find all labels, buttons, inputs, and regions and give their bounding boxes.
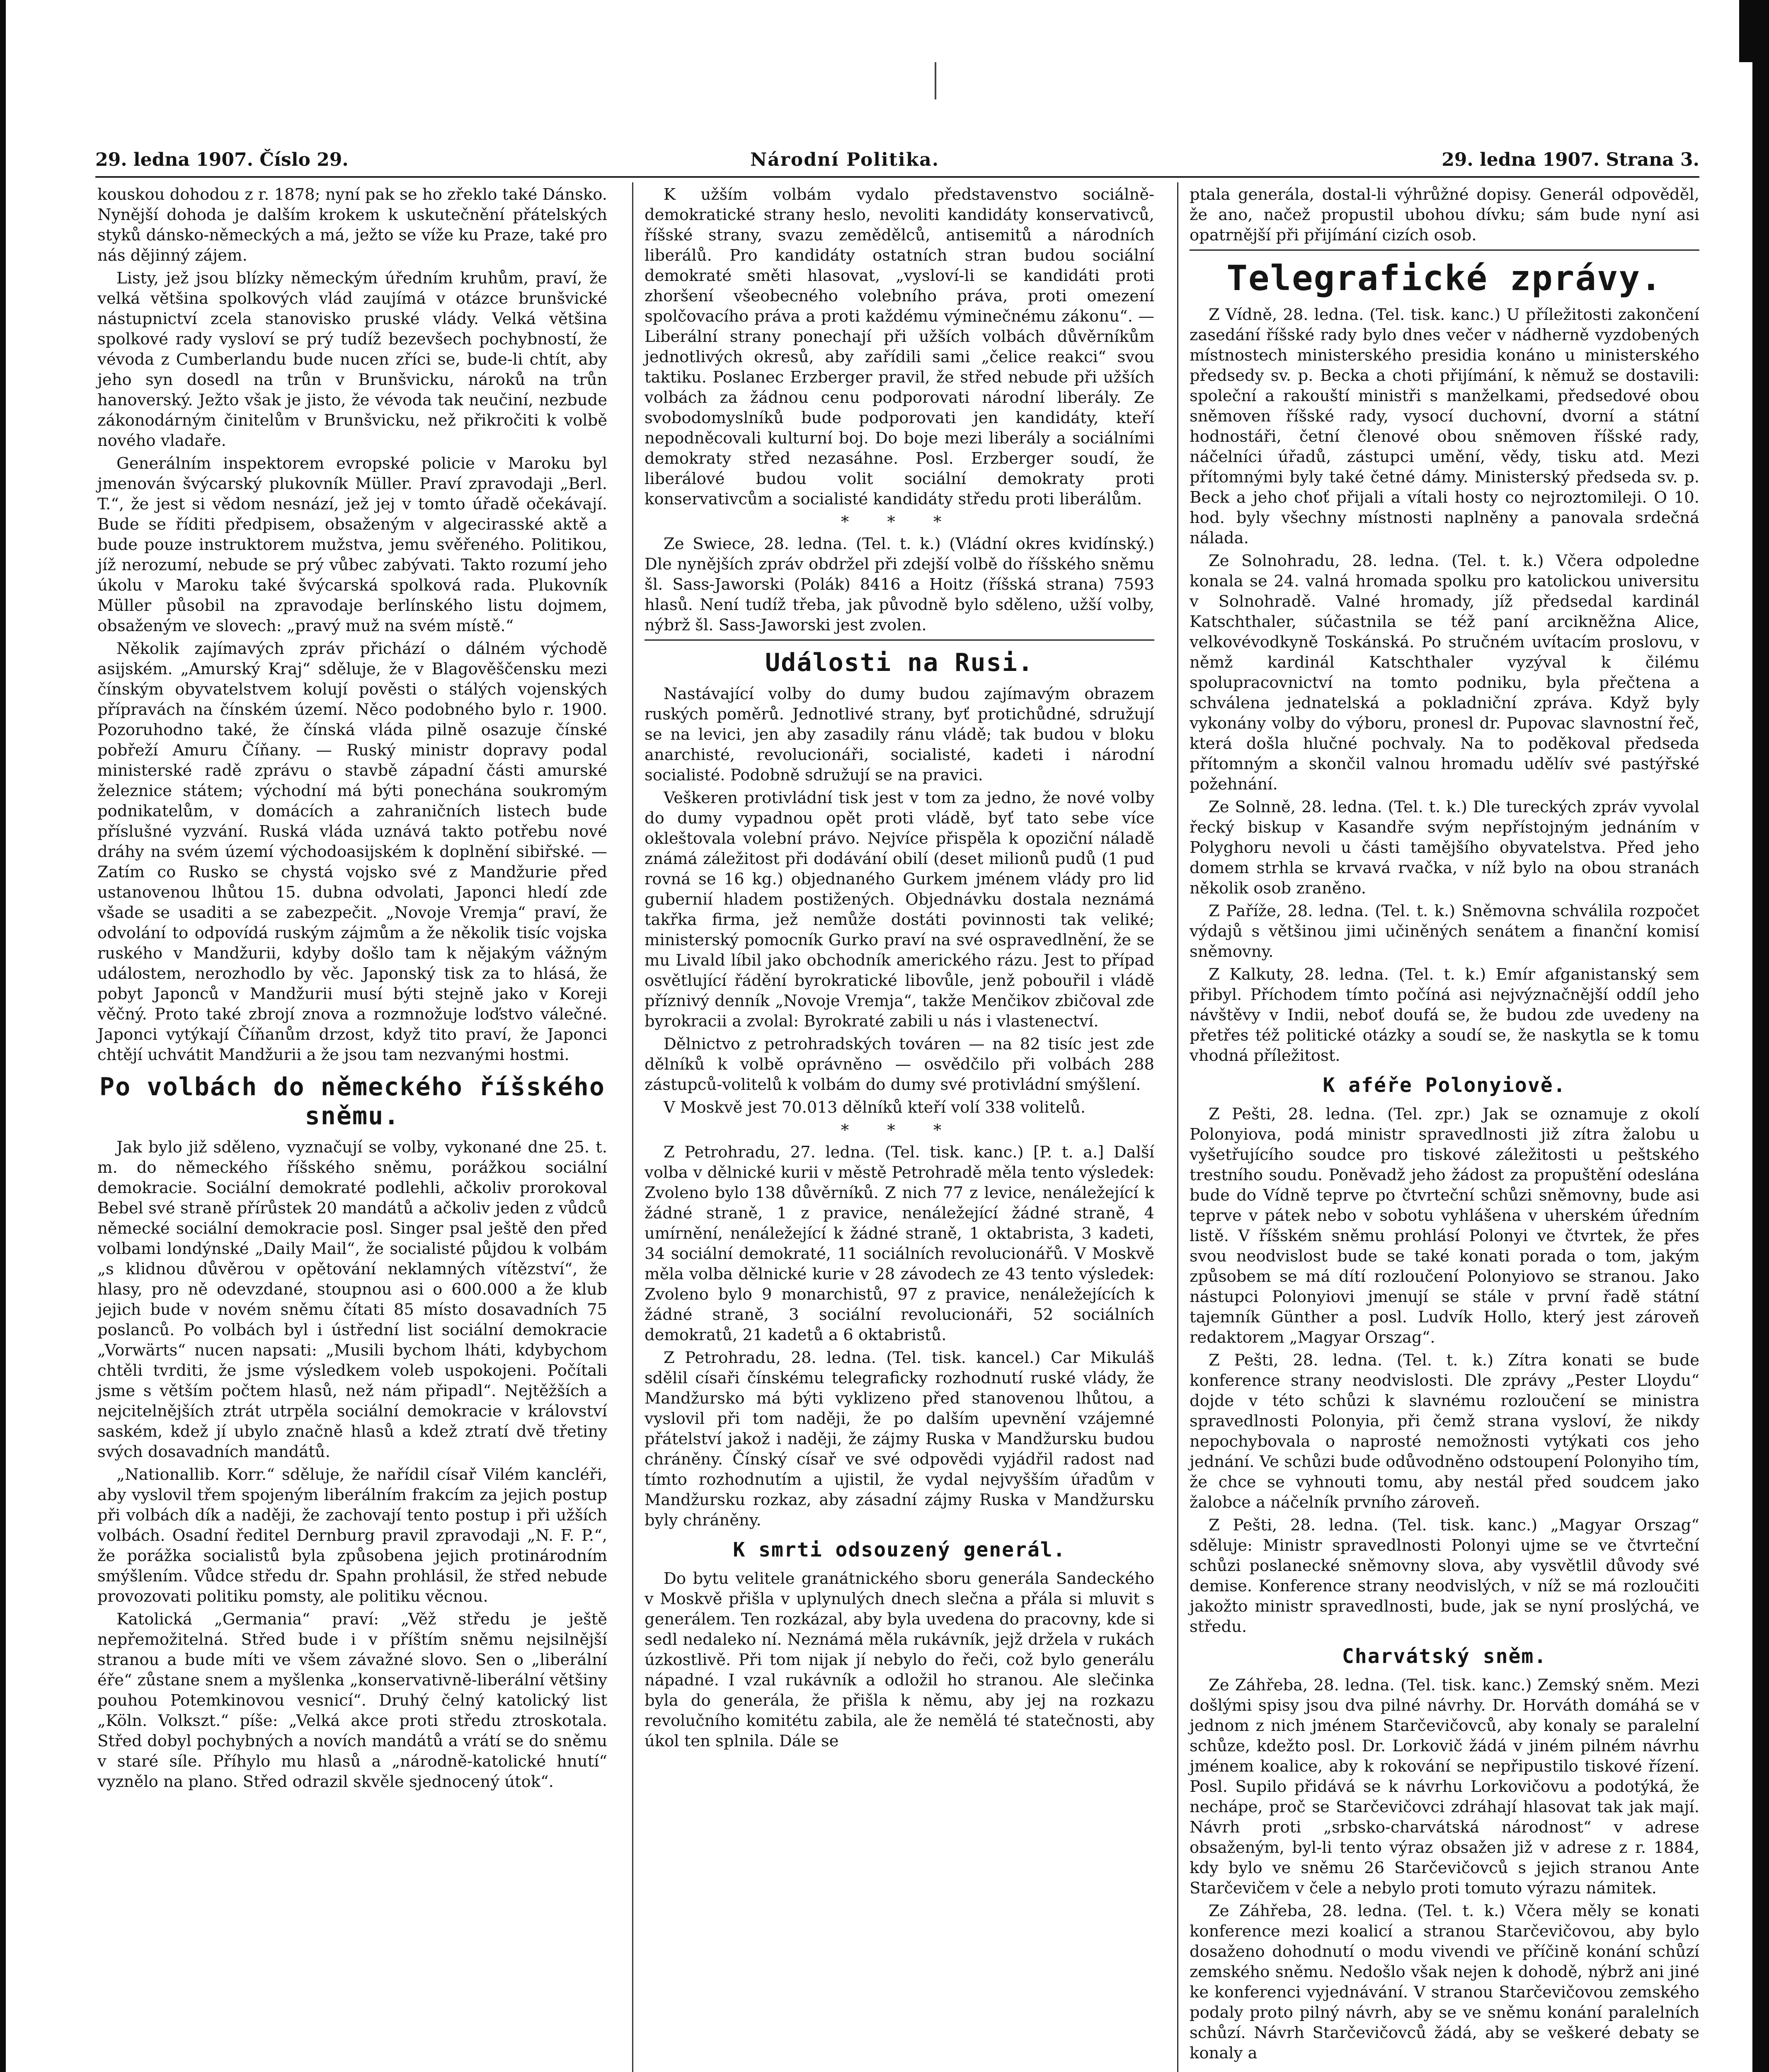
article-text: Z Petrohradu, 28. ledna. (Tel. tisk. kancel.) Car Mikuláš sdělil císaři čínskému telegraficky rozhodnutí ruské vlády, že Mandžursko má býti vyklizeno před stanovenou lhůtou, a vyslovil při tom naději, že po dalším upevnění vzájemné přátelství jakož i naději, že zájmy Ruska v Mandžursku budou chráněny. Čínský císař ve své odpovědi vyjádřil radost nad tímto rozhodnutím a ujistil, že vydal nejvyšším úřadům v Mandžursku rozkaz, aby zásadní zájmy Ruska v Mandžursku byly chráněny. [645, 1348, 1154, 1530]
section-stars: * * * [841, 513, 958, 531]
column-1 [97, 184, 607, 1794]
headline-croatian-diet: Charvátský sněm. [1342, 1645, 1547, 1668]
headline-polonyi-affair: K aféře Polonyiově. [1323, 1074, 1566, 1097]
headline-general: K smrti odsouzený generál. [733, 1538, 1066, 1561]
headline-telegraphic-news: Telegrafické zprávy. [1226, 258, 1662, 298]
masthead-date-right: 29. ledna 1907. Strana 3. [1442, 149, 1699, 170]
column-3 [1190, 184, 1699, 2066]
section-stars: * * * [841, 1121, 958, 1140]
article-text: Veškeren protivládní tisk jest v tom za jedno, že nové volby do dumy vypadnou opět proti vládě, byť tato sebe více okleštovala volební právo. Nejvíce přispěla k opoziční náladě známá záležitost při dodávání obilí (deset milionů pudů (1 pud rovná se 16 kg.) objednaného Gurkem jménem vlády pro lid gubernií hladem postižených. Objednávku dostala neznámá takřka firma, jež nemůže dostáti povinnosti tak veliké; ministerský pomocník Gurko praví na své ospravedlnění, že se mu Livald líbil jako obchodník amerického rázu. Jest to případ osvětlující řádění byrokratické libovůle, jenž pobouřil i vládě příznivý denník „Novoje Vremja“, takže Menčikov zbičoval zde byrokracii a zvolal: Byrokraté zabili u nás i vlastenectví. [645, 789, 1154, 1031]
article-text: Ze Záhřeba, 28. ledna. (Tel. tisk. kanc.) Zemský sněm. Mezi došlými spisy jsou dva pilné návrhy. Dr. Horváth domáhá se v jednom z nich jménem Starčevičovců, aby konaly se paralelní schůze, kdežto posl. Dr. Lorkovič žádá v jiném pilném návrhu jménem koalice, aby k rokování se nepřipustilo tiskové řízení. Posl. Supilo přidává se k návrhu Lorkovičovu a podotýká, že nechápe, proč se Starčevičovci zdráhají hlasovat tak jak mají. Návrh proti „srbsko-charvátská národnost“ v adrese obsaženým, byl-li tento výraz obsažen již v adrese z r. 1884, kdy bylo ve sněmu 26 Starčevičovců s jejich stranou Ante Starčevičem v čele a nebylo proti tomuto výrazu námitek. [1190, 1676, 1699, 1898]
scan-corner [1739, 0, 1769, 62]
headline-russia: Události na Rusi. [765, 648, 1034, 677]
article-text: Z Kalkuty, 28. ledna. (Tel. t. k.) Emír afganistanský sem přibyl. Příchodem tímto počíná asi nejvýznačnější oddíl jeho návštěvy v Indii, neboť doufá se, že budou zde uvedeny na přetřes též politické otázky a soudí se, že naskytla se k tomu vhodná příležitost. [1190, 965, 1699, 1065]
section-divider [645, 639, 1154, 641]
article-text: Z Pešti, 28. ledna. (Tel. tisk. kanc.) „Magyar Orszag“ sděluje: Ministr spravedlnosti Polonyi ujme se ve čtvrteční schůzi poslanecké sněmovny slova, aby vysvětlil důvody své demise. Konference strany neodvislých, v níž se má rozloučiti jakožto ministr spravedlnosti, bude, jak se nyní proslýchá, ve středu. [1190, 1516, 1699, 1636]
masthead [95, 149, 1699, 178]
article-text: Z Pešti, 28. ledna. (Tel. zpr.) Jak se oznamuje z okolí Polonyiova, podá ministr spravedlnosti již zítra žalobu u vyšetřujícího soudce pro tiskové záležitosti u peštského trestního soudu. Poněvadž jeho žádost za propuštění odeslána bude do Vídně teprve po čtvrteční schůzi sněmovny, bude asi teprve v pátek nebo v sobotu vyhlášena v uherském úředním listě. V říšském sněmu prohlásí Polonyi ve čtvrtek, že přes svou neodvislost bude se také konati porada o tom, jakým způsobem se má dítí rozloučení Polonyiovo se stranou. Jako nástupci Polonyiovi jmenují se stále v první řadě státní tajemník Günther a posl. Ludvík Hollo, který jest zároveň redaktorem „Magyar Orszag“. [1190, 1105, 1699, 1347]
article-text: kouskou dohodou z r. 1878; nyní pak se ho zřeklo také Dánsko. Nynější dohoda je dalším krokem k uskutečnění přátelských styků dánsko-německých a má, ježto se víže ku Praze, také pro nás dějinný zájem. [97, 185, 607, 265]
article-text: Z Vídně, 28. ledna. (Tel. tisk. kanc.) U příležitosti zakončení zasedání říšské rady bylo dnes večer v nádherně vyzdobených místnostech ministerského presidia konáno u ministerského předsedy sv. p. Becka a choti přijímání, k němuž se dostavili: společní a rakouští ministři s manželkami, předsedové obou sněmoven říšské rady, vysocí duchovní, dvorní a státní hodnostáři, četní členové obou sněmoven říšské rady, náčelníci úřadů, zástupci umění, vědy, tisku atd. Mezi přítomnými byly také četné dámy. Ministerský předseda sv. p. Beck a jeho choť přijali a vítali hosty co nejroztomileji. O 10. hod. byly všechny místnosti naplněny a panovala srdečná nálada. [1190, 305, 1699, 547]
article-text: „Nationallib. Korr.“ sděluje, že nařídil císař Vilém kancléři, aby vyslovil třem spojeným liberálním frakcím za jejich postup při volbách dík a naději, že zachovají tento postup i při užších volbách. Osadní ředitel Dernburg pravil zpravodaji „N. F. P.“, že porážka socialistů byla způsobena jejich protinárodním smýšlením. Vůdce středu dr. Spahn prohlásil, že střed nebude provozovati politiku pomsty, ale politiku věcnou. [97, 1465, 607, 1606]
article-text: Ze Solnohradu, 28. ledna. (Tel. t. k.) Včera odpoledne konala se 24. valná hromada spolku pro katolickou universitu v Solnohradě. Valné hromady, jíž předsedal kardinál Katschthaler, súčastnila se též paní arcikněžna Alice, velkovévodkyně Toskánská. Po stručném uvítacím proslovu, v němž kardinál Katschthaler vyzýval k čilému spolupracovnictví na tomto podniku, byla přečtena a schválena jednatelská a pokladniční zpráva. Když byly vykonány volby do výboru, pronesl dr. Pupovac slavnostní řeč, která došla hlučné pochvaly. Na to poděkoval předseda přítomným a skončil valnou hromadu udělív své pastýřské požehnání. [1190, 552, 1699, 794]
article-text: Ze Záhřeba, 28. ledna. (Tel. t. k.) Včera měly se konati konference mezi koalicí a stranou Starčevičovou, aby bylo dosaženo dohodnutí o modu vivendi ve příčině konání schůzí zemského sněmu. Nedošlo však nejen k dohodě, nýbrž ani jiné ke konferenci vyjednávání. V stranou Starčevičovou zemského podaly proto pilný návrh, aby se ve sněmu konání paralelních schůzí. Návrh Starčevičovců žádá, aby se veškeré debaty se konaly a [1190, 1902, 1699, 2062]
article-text: Katolická „Germania“ praví: „Věž středu je ještě nepřemožitelná. Střed bude i v příštím sněmu nejsilnější stranou a bude míti ve všem závažné slovo. Sen o „liberální éře“ zůstane snem a myšlenka „konservativně-liberální většiny pouhou Potemkinovou vesnicí“. Druhý čelný katolický list „Köln. Volkszt.“ píše: „Velká akce proti středu ztroskotala. Střed dobyl pochybných a novích mandátů a vrátí se do sněmu v staré síle. Příhylo mu hlasů a „národně-katolické hnutí“ vyznělo na plano. Střed odrazil skvěle sjednocený útok“. [97, 1610, 607, 1791]
fold-mark [935, 62, 936, 99]
article-text: Z Paříže, 28. ledna. (Tel. t. k.) Sněmovna schválila rozpočet výdajů s většinou jimi učiněných senátem a finanční komisí sněmovny. [1190, 902, 1699, 961]
article-text: Do bytu velitele granátnického sboru generála Sandeckého v Moskvě přišla v uplynulých dnech slečna a přála si mluvit s generálem. Ten rozkázal, aby byla uvedena do pracovny, kde si sedl nedaleko ní. Neznámá měla rukávník, jejž držela v rukách úzkostlivě. Při tom nijak jí nebylo do řeči, což bylo generálu nápadné. I vzal rukávník a odložil ho stranou. Ale slečinka byla do generála, že přišla k němu, aby jej na rozkazu revolučního komitétu zabila, ale že nemělá té statečnosti, aby úkol ten splnila. Dále se [645, 1569, 1154, 1750]
article-text: Jak bylo již sděleno, vyznačují se volby, vykonané dne 25. t. m. do německého říšského sněmu, porážkou sociální demokracie. Sociální demokraté podlehli, ačkoliv prorokoval Bebel své straně přírůstek 20 mandátů a ačkoliv jeden z vůdců německé sociální demokracie posl. Singer psal ještě den před volbami londýnské „Daily Mail“, že socialisté půjdou k volbám „s klidnou důvěrou v opětování neklamných vítězství“, že hlasy, pro ně odevzdané, stoupnou asi o 600.000 a že klub jejich bude v novém sněmu čítati 85 místo dosavadních 75 poslanců. Po volbách byl i ústřední list sociální demokracie „Vorwärts“ nucen napsati: „Musili bychom lháti, kdybychom chtěli tvrditi, že jsme výsledkem voleb uspokojeni. Počítali jsme s větším počtem hlasů, než nám připadl“. Nejtěžších a nejcitelnějších ztrát utrpěla sociální demokracie v království saském, kdež jí ubylo značně hlasů a kdež ztratí dvě třetiny svých dosavadních mandátů. [97, 1138, 607, 1461]
column-rule-2 [1177, 182, 1178, 2072]
scan-left-edge [0, 0, 6, 2072]
masthead-date-left: 29. ledna 1907. Číslo 29. [95, 149, 349, 170]
article-text: V Moskvě jest 70.013 dělníků kteří volí 338 volitelů. [664, 1098, 1086, 1117]
article-text: Nastávající volby do dumy budou zajímavým obrazem ruských poměrů. Jednotlivé strany, byť protichůdné, sdružují se na levici, jen aby zasadily ránu vládě; tak budou v bloku anarchisté, revolucionáři, socialisté, kadeti i národní socialisté. Podobně sdružují se na pravici. [645, 685, 1154, 784]
article-text: Z Pešti, 28. ledna. (Tel. t. k.) Zítra konati se bude konference strany neodvislosti. Dle zprávy „Pester Lloydu“ dojde v této schůzi k slavnému rozloučení se ministra spravedlnosti Polonyia, při čemž strana vysloví, že nikdy nepochybovala o naprosté nemožnosti vytýkati cos jeho jednání. Ve schůzi bude odůvodněno odstoupení Polonyiho tím, že chce se vyhnouti tomu, aby nestál před soudcem jako žalobce a náčelník prvního zároveň. [1190, 1351, 1699, 1512]
article-text: Generálním inspektorem evropské policie v Maroku byl jmenován švýcarský plukovník Müller. Praví zpravodaji „Berl. T.“, že jest si vědom nesnází, jež jej v tomto úřadě očekávají. Bude se říditi předpisem, obsaženým v algecirasské aktě a bude pouze instruktorem mužstva, jemu svěřeného. Politikou, jíž nerozumí, nebude se prý vůbec zabývati. Takto rozumí jeho úkolu v Maroku také švýcarská spolková rada. Plukovník Müller působil na zpravodaje berlínského listu dojmem, obsaženým ve slovech: „pravý muž na svém místě.“ [97, 454, 607, 635]
article-text: Ze Solnně, 28. ledna. (Tel. t. k.) Dle tureckých zpráv vyvolal řecký biskup v Kasandře svým nepřístojným jednáním v Polyghoru nevoli u části tamějšího obyvatelstva. Před jeho domem strhla se krvavá rvačka, v níž bylo na obou stranách několik osob zraněno. [1190, 798, 1699, 898]
article-text: Několik zajímavých zpráv přichází o dálném východě asijském. „Amurský Kraj“ sděluje, že v Blagověščensku mezi čínským obyvatelstvem kolují pověsti o stálých vojenských přípravách na čínském území. Něco podobného bylo r. 1900. Pozoruhodno také, že čínská vláda pilně osazuje čínské pobřeží Amuru Číňany. — Ruský ministr dopravy podal ministerské radě zprávu o stavbě západní části amurské železnice státem; východní má býti ponechána soukromým podnikatelům, v domácích a zahraničních listech bude příslušné vyzvání. Ruská vláda uznává takto potřebu nové dráhy na svém území východoasijském k doplnění sibiřské. — Zatím co Rusko se chystá vojsko své z Mandžurie před ustanovenou lhůtou 15. dubna odvolati, Japonci hledí zde všade se usaditi a se zabezpečit. „Novoje Vremja“ praví, že odvolání to odpovídá ruským zájmům a že několik tisíc vojska ruského v Mandžurii, kdyby došlo tam k nějakým vážným událostem, nerozhodlo by věc. Japonský tisk za to hlásá, že pobyt Japonců v Mandžurii musí býti stejně jako v Koreji věčný. Proto také zbrojí znova a rozmnožuje loďstvo válečné. Japonci vytýkají Číňanům drzost, když tito praví, že Japonci chtějí uchvátit Mandžurii a že jsou tam nezvanými hostmi. [97, 639, 607, 1064]
article-text: Ze Swiece, 28. ledna. (Tel. t. k.) (Vládní okres kvidínský.) Dle nynějších zpráv obdržel při zdejší volbě do říšského sněmu šl. Sass-Jaworski (Polák) 8416 a Hoitz (říšská strana) 7593 hlasů. Není tudíž třeba, jak původně bylo sděleno, užší volby, nýbrž šl. Sass-Jaworski jest zvolen. [645, 535, 1154, 634]
column-rule-1 [632, 182, 633, 2072]
article-text: ptala generála, dostal-li výhrůžné dopisy. Generál odpověděl, že ano, načež propustil ubohou dívku; sám bude nyní asi opatrnější při přijímání cizích osob. [1190, 185, 1699, 244]
headline-german-elections: Po volbách do německého říšského sněmu. [99, 1072, 605, 1130]
section-divider [1190, 249, 1699, 251]
masthead-rule [95, 176, 1699, 178]
article-text: K užším volbám vydalo představenstvo sociálně-demokratické strany heslo, nevoliti kandidáty konservativců, říšské strany, svazu zemědělců, antisemitů a národních liberálů. Pro kandidáty ostatních stran budou sociální demokraté směti hlasovat, „vysloví-li se kandidáti proti zhoršení všeobecného volebního práva, proti omezení spolčovacího práva a proti každému výminečnému zákonu“. — Liberální strany ponechají při užších volbách důvěrníkům jednotlivých okresů, aby zařídili sami „čelice reakci“ svou taktiku. Poslanec Erzberger pravil, že střed nebude při užších volbách za žádnou cenu podporovati národní liberály. Ze svobodomyslníků bude podporovati jen kandidáty, kteří nepodněcovali kulturní boj. Do boje mezi liberály a sociálními demokraty střed nezasáhne. Posl. Erzberger soudí, že liberálové budou volit sociální demokraty proti konservativcům a socialisté kandidáty středu proti liberálům. [645, 185, 1154, 508]
article-text: Dělnictvo z petrohradských továren — na 82 tisíc jest zde dělníků k volbě oprávněno — osvědčilo při volbách 288 zástupců-volitelů k volbám do dumy své protivládní smýšlení. [645, 1035, 1154, 1094]
article-text: Listy, jež jsou blízky německým úředním kruhům, praví, že velká většina spolkových vlád zaujímá v otázce brunšvické nástupnictví zcela stanovisko pruské vlády. Velká většina spolkové rady vysloví se prý tudíž bezevšech pochybností, že vévoda z Cumberlandu bude nucen zříci se, bude-li chtít, aby jeho syn dosedl na trůn v Brunšvicku, nároků na trůn hanoverský. Ježto však je jisto, že vévoda tak neučiní, nezbude zákonodárným činitelům v Brunšvicku, než přikročiti k volbě nového vladaře. [97, 269, 607, 450]
column-2 [645, 184, 1154, 1754]
masthead-title: Národní Politika. [750, 149, 940, 170]
scan-right-edge [1752, 0, 1769, 2072]
article-text: Z Petrohradu, 27. ledna. (Tel. tisk. kanc.) [P. t. a.] Další volba v dělnické kurii v městě Petrohradě měla tento výsledek: Zvoleno bylo 138 důvěrníků. Z nich 77 z levice, nenáležející k žádné straně, 1 z pravice, nenáležející žádné straně, 4 umírnění, nenáležející k žádné straně, 1 oktabrista, 3 kadeti, 34 sociální demokraté, 11 sociálních revolucionářů. V Moskvě měla volba dělnické kurie v 28 závodech ze 43 tento výsledek: Zvoleno bylo 9 monarchistů, 97 z pravice, nenáležejících k žádné straně, 3 sociální revolucionáři, 52 sociálních demokratů, 21 kadetů a 6 oktabristů. [645, 1143, 1154, 1344]
